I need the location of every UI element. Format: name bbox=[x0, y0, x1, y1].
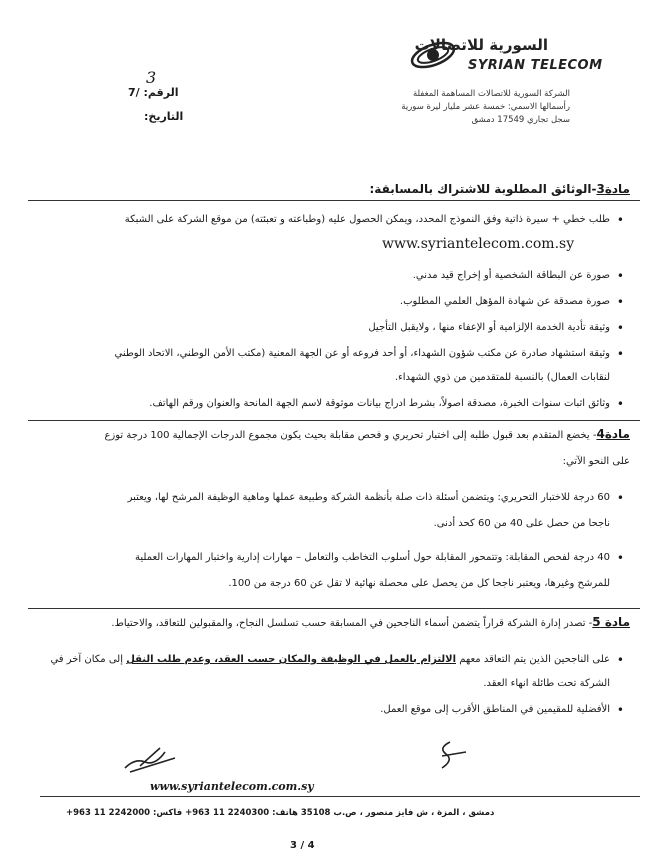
page-number: 3 / 4 bbox=[290, 840, 315, 851]
list-item bbox=[20, 346, 610, 362]
divider bbox=[28, 200, 640, 201]
reference-number: 3 bbox=[146, 68, 157, 87]
list-item-text: الأفضلية للمقيمين في المناطق الأقرب إلى موقع العمل. bbox=[380, 704, 610, 715]
list-item-text: 60 درجة للاختبار التحريري: ويتضمن أسئلة ذات صلة بأنظمة الشركة وطبيعة عملها وماهية الوظيفة المرشح لها، ويعتبر bbox=[127, 492, 610, 503]
logo-english-text: SYRIAN TELECOM bbox=[468, 58, 603, 73]
article-5-intro-text: - تصدر إدارة الشركة قراراً يتضمن أسماء الناجحين في المسابقة حسب تسلسل النجاح، والمقبولين للتعاقد، والاحتياط. bbox=[111, 618, 593, 629]
list-item-continuation: ناجحا من حصل على 40 من 60 كحد أدنى. bbox=[433, 518, 610, 529]
list-item-text: وثيقة تأدية الخدمة الإلزامية أو الإعفاء منها ، ولايقبل التأجيل bbox=[368, 322, 610, 333]
footer-website: www.syriantelecom.com.sy bbox=[150, 780, 314, 793]
list-item-emphasis: الالتزام بالعمل في الوظيفة والمكان حسب العقد، وعدم طلب النقل bbox=[126, 654, 457, 665]
company-name: الشركة السورية للاتصالات المساهمة المغفلة bbox=[412, 89, 570, 99]
article-3-title: مادة3 bbox=[596, 182, 630, 196]
company-registry: سجل تجاري 17549 دمشق bbox=[471, 115, 570, 125]
article-5-intro bbox=[20, 614, 630, 632]
list-item bbox=[50, 268, 610, 284]
list-item bbox=[20, 490, 610, 506]
article-4-intro bbox=[20, 426, 630, 444]
reference-label: الرقم: /7 bbox=[128, 86, 179, 99]
article-4-title: مادة4 bbox=[596, 427, 630, 441]
signature-right bbox=[420, 738, 470, 774]
list-item-text: وثيقة استشهاد صادرة عن مكتب شؤون الشهداء، أو أحد فروعه أو عن الجهة المعنية (مكتب الأمن الوطني، الاتحاد الوطني bbox=[114, 348, 610, 359]
article-4-intro-continuation: على النحو الآتي: bbox=[562, 456, 630, 467]
list-item bbox=[20, 702, 610, 718]
list-item-text: صورة مصدقة عن شهادة المؤهل العلمي المطلوب. bbox=[399, 296, 610, 307]
list-item bbox=[30, 212, 610, 228]
list-item-text: وثائق اثبات سنوات الخبرة، مصدقة اصولاً، بشرط ادراج بيانات موثوقة لاسم الجهة المانحة والعنوان ورقم الهاتف. bbox=[149, 398, 610, 409]
list-item-continuation: لنقابات العمال) بالنسبة للمتقدمين من ذوي الشهداء. bbox=[394, 372, 610, 383]
divider bbox=[28, 608, 640, 609]
list-item bbox=[20, 550, 610, 566]
logo-arabic-text: السورية للاتصالات bbox=[414, 36, 548, 54]
list-item-text: على الناجحين الذين يتم التعاقد معهم bbox=[456, 654, 610, 665]
list-item-text: صورة عن البطاقة الشخصية أو إخراج قيد مدني. bbox=[412, 270, 610, 281]
list-item-continuation: للمرشح وغيرها، ويعتبر ناجحا كل من يحصل على محصلة نهائية لا تقل عن 60 درجة من 100. bbox=[228, 578, 610, 589]
signature-left bbox=[120, 738, 180, 778]
date-label: التاريخ: bbox=[144, 110, 184, 123]
list-item-text: طلب خطي + سيرة ذاتية وفق النموذج المحدد، ويمكن الحصول عليه (وطباعته و تعبئته) من موقع الشركة على الشبكة bbox=[124, 214, 610, 225]
list-item bbox=[20, 396, 610, 412]
list-item-text: إلى مكان آخر في bbox=[50, 654, 127, 665]
divider bbox=[28, 420, 640, 421]
list-item-continuation: الشركة تحت طائلة انهاء العقد. bbox=[483, 678, 610, 689]
list-item bbox=[20, 652, 610, 668]
list-item bbox=[50, 294, 610, 310]
company-info bbox=[310, 88, 570, 127]
article-5-title: مادة 5 bbox=[592, 615, 630, 629]
article-3-subtitle: -الوثائق المطلوبة للاشتراك بالمسابقة: bbox=[369, 182, 597, 196]
list-item bbox=[50, 320, 610, 336]
company-capital: رأسمالها الاسمي: خمسة عشر مليار ليرة سورية bbox=[401, 102, 570, 112]
company-logo bbox=[408, 30, 608, 80]
article-4-intro-text: - يخضع المتقدم بعد قبول طلبه إلى اختبار تحريري و فحص مقابلة بحيث يكون مجموع الدرجات الإجمالية 100 درجة توزع bbox=[104, 430, 597, 441]
article-3-heading bbox=[370, 182, 631, 196]
footer-divider bbox=[40, 796, 640, 797]
list-item-text: 40 درجة لفحص المقابلة: وتتمحور المقابلة حول أسلوب التخاطب والتعامل – مهارات إدارية واختبار المهارات العملية bbox=[135, 552, 610, 563]
website-link: www.syriantelecom.com.sy bbox=[382, 236, 575, 252]
footer-address: دمشق ، المزة ، ش فايز منصور ، ص.ب 35108 هاتف: 2240300 11 963+ فاكس: 2242000 11 963+ bbox=[66, 808, 495, 818]
